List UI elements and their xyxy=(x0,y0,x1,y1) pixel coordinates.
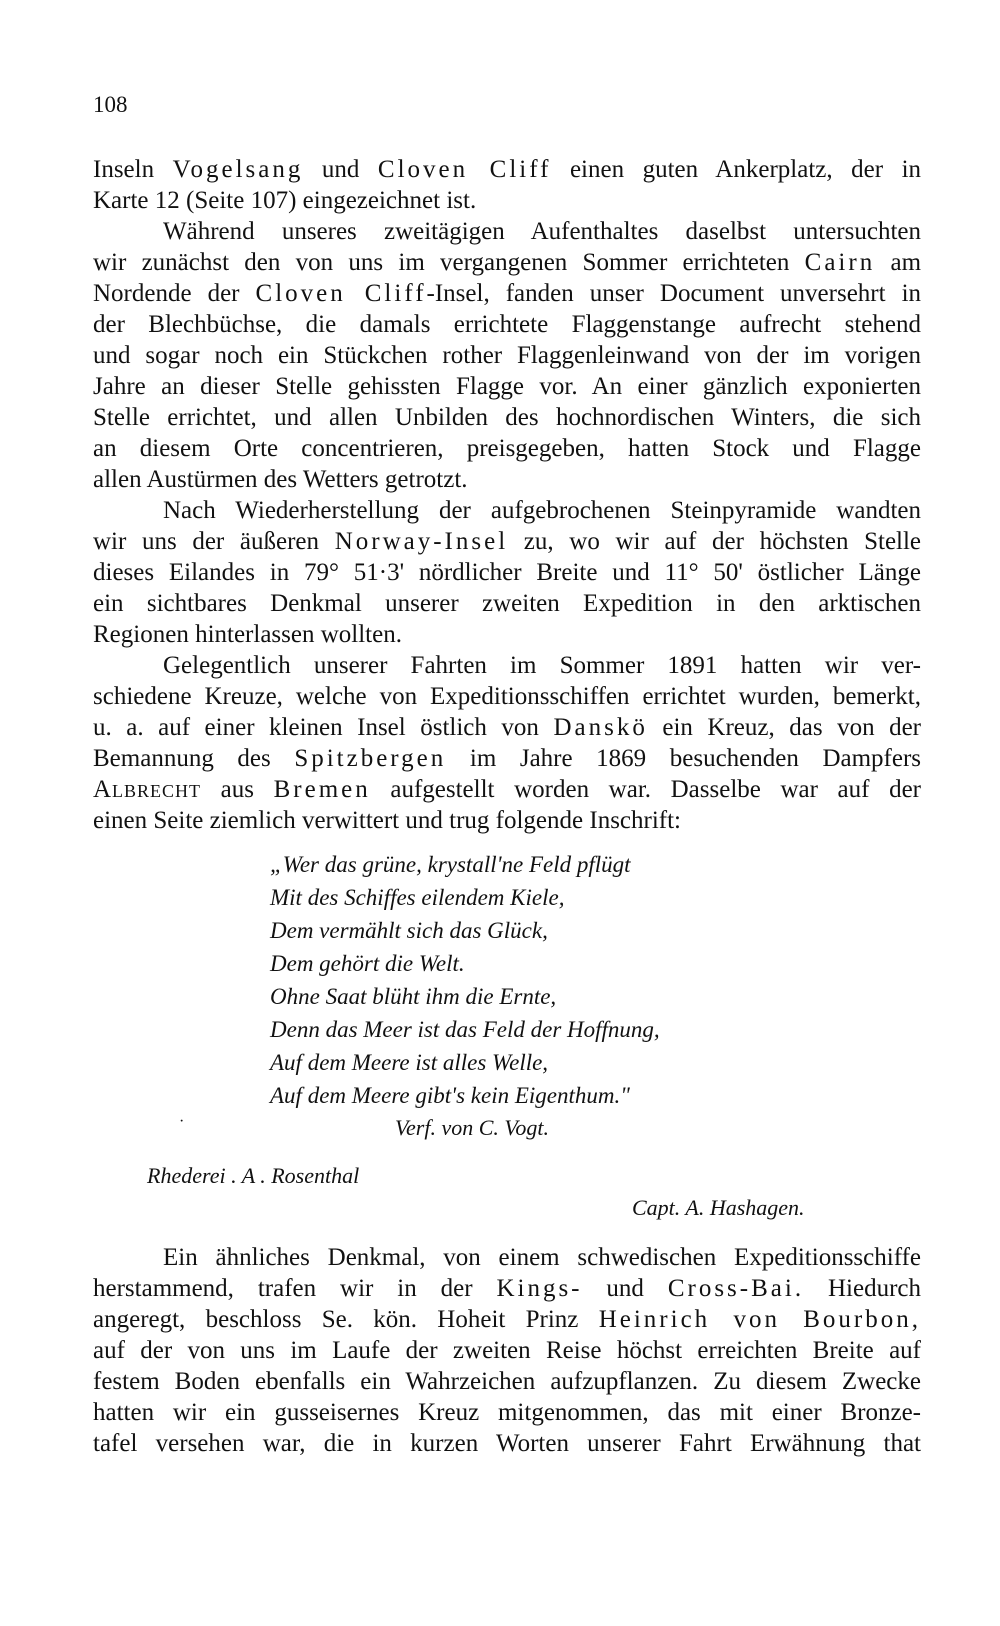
text-line xyxy=(93,248,921,278)
text-span: wir uns der äußeren xyxy=(93,528,320,555)
text-span: herstammend, trafen wir in der xyxy=(93,1275,473,1302)
poem-line: Dem vermählt sich das Glück, xyxy=(270,918,548,943)
poem-line: „Wer das grüne, krystall'ne Feld pflügt xyxy=(270,852,631,877)
text-line: Gelegentlich unserer Fahrten im Sommer 1891 hatten wir ver- xyxy=(163,652,921,679)
poem-author: Verf. von C. Vogt. xyxy=(395,1115,549,1140)
text-line: einen Seite ziemlich verwittert und trug folgende Inschrift: xyxy=(93,807,682,834)
text-line: und sogar noch ein Stückchen rother Flaggenleinwand von der im vorigen xyxy=(93,342,921,369)
ship-name: Albrecht xyxy=(93,776,202,803)
text-line xyxy=(93,1274,921,1304)
text-line xyxy=(93,744,921,774)
text-line xyxy=(93,775,921,805)
poem-line: Auf dem Meere ist alles Welle, xyxy=(270,1050,549,1075)
text-line: Ein ähnliches Denkmal, von einem schwedischen Expeditionsschiffe xyxy=(163,1244,921,1271)
text-line: auf der von uns im Laufe der zweiten Reise höchst erreichten Breite auf xyxy=(93,1337,921,1364)
spaced-name: Heinrich von Bourbon, xyxy=(598,1306,921,1333)
text-span: -Insel, fanden unser Document unversehrt in xyxy=(426,280,922,307)
spaced-name: Norway-Insel xyxy=(334,528,509,555)
text-span: wir zunächst den von uns im vergangenen Sommer errichteten xyxy=(93,249,790,276)
text-span: aufgestellt worden war. Dasselbe war auf der xyxy=(390,776,922,803)
text-line: ein sichtbares Denkmal unserer zweiten Expedition in den arktischen xyxy=(93,590,921,617)
text-line: Karte 12 (Seite 107) eingezeichnet ist. xyxy=(93,187,477,214)
text-span: und xyxy=(321,156,360,183)
spaced-name: Cloven Cliff xyxy=(255,280,427,307)
spaced-name: Cairn xyxy=(804,249,876,276)
page-number: 108 xyxy=(93,92,128,117)
text-span: Hiedurch xyxy=(827,1275,921,1302)
spaced-name: Vogelsang xyxy=(172,156,304,183)
spaced-name: Spitzbergen xyxy=(294,745,447,772)
poem-line: Ohne Saat blüht ihm die Ernte, xyxy=(270,984,557,1009)
poem-line: Mit des Schiffes eilendem Kiele, xyxy=(270,885,565,910)
poem-line: Dem gehört die Welt. xyxy=(270,951,465,976)
text-line: Stelle errichtet, und allen Unbilden des hochnordischen Winters, die sich xyxy=(93,404,921,431)
text-span: Bemannung des xyxy=(93,745,271,772)
text-line: Jahre an dieser Stelle gehissten Flagge vor. An einer gänzlich exponierten xyxy=(93,373,921,400)
text-line: hatten wir ein gusseisernes Kreuz mitgenommen, das mit einer Bronze- xyxy=(93,1399,921,1426)
text-line: schiedene Kreuze, welche von Expeditionsschiffen errichtet wurden, bemerkt, xyxy=(93,683,921,710)
text-line xyxy=(93,713,921,743)
text-line xyxy=(93,1305,921,1335)
signature-right: Capt. A. Hashagen. xyxy=(632,1195,805,1220)
text-span: u. a. auf einer kleinen Insel östlich von xyxy=(93,714,539,741)
text-line xyxy=(93,279,921,309)
spaced-name: Kings- xyxy=(496,1275,583,1302)
text-line xyxy=(93,527,921,557)
text-span: aus xyxy=(220,776,254,803)
poem-line: Auf dem Meere gibt's kein Eigenthum." xyxy=(270,1083,630,1108)
text-line: Regionen hinterlassen wollten. xyxy=(93,621,402,648)
text-line: Nach Wiederherstellung der aufgebrochenen Steinpyramide wandten xyxy=(163,497,921,524)
text-span: Nordende der xyxy=(93,280,240,307)
text-line: Während unseres zweitägigen Aufenthaltes daselbst untersuchten xyxy=(163,218,921,245)
text-span: zu, wo wir auf der höchsten Stelle xyxy=(523,528,922,555)
text-line: der Blechbüchse, die damals errichtete Flaggenstange aufrecht stehend xyxy=(93,311,921,338)
text-span: und xyxy=(606,1275,644,1302)
print-speck: · xyxy=(179,1113,185,1130)
text-line: an diesem Orte concentrieren, preisgegeben, hatten Stock und Flagge xyxy=(93,435,921,462)
spaced-name: Cloven Cliff xyxy=(377,156,552,183)
text-span: angeregt, beschloss Se. kön. Hoheit Prinz xyxy=(93,1306,579,1333)
text-span: im Jahre 1869 besuchenden Dampfers xyxy=(469,745,922,772)
spaced-name: Danskö xyxy=(553,714,648,741)
spaced-name: Bremen xyxy=(273,776,371,803)
text-line: allen Austürmen des Wetters getrotzt. xyxy=(93,466,468,493)
signature-left: Rhederei . A . Rosenthal xyxy=(147,1163,360,1188)
text-line: dieses Eilandes in 79° 51·3' nördlicher Breite und 11° 50' östlicher Länge xyxy=(93,559,921,586)
text-line: festem Boden ebenfalls ein Wahrzeichen aufzupflanzen. Zu diesem Zwecke xyxy=(93,1368,921,1395)
text-span: ein Kreuz, das von der xyxy=(662,714,922,741)
poem-line: Denn das Meer ist das Feld der Hoffnung, xyxy=(270,1017,660,1042)
text-line: tafel versehen war, die in kurzen Worten unserer Fahrt Erwähnung that xyxy=(93,1430,921,1457)
text-span: am xyxy=(890,249,922,276)
text-span: Inseln xyxy=(93,156,155,183)
text-line xyxy=(93,155,921,185)
text-span: einen guten Ankerplatz, der in xyxy=(569,156,922,183)
spaced-name: Cross-Bai. xyxy=(667,1275,805,1302)
